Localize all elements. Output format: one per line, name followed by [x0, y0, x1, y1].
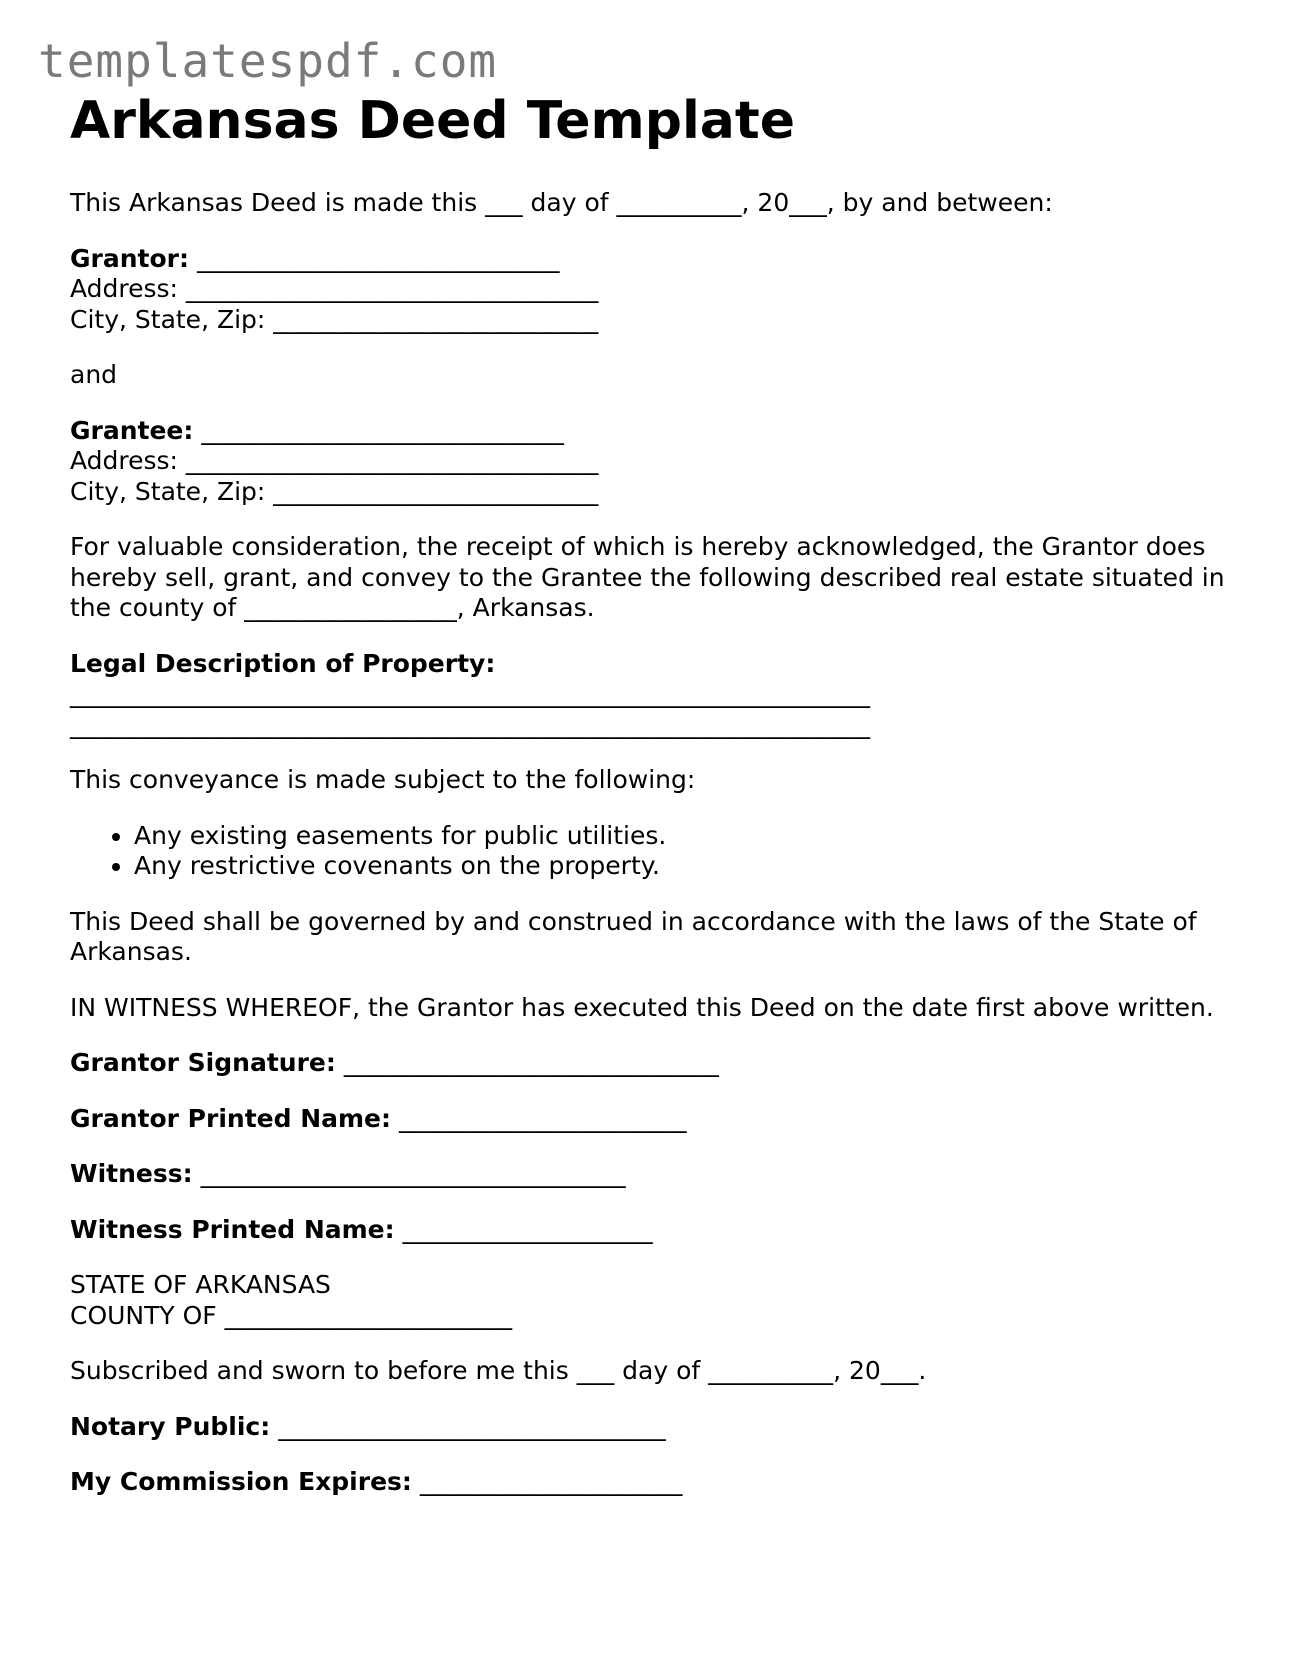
grantor-name-field[interactable]: _____________________________ [196, 243, 560, 273]
legal-description-line-2[interactable]: ________________________________________________________________ [70, 709, 870, 739]
commission-expires-line [70, 1467, 1230, 1498]
grantor-block [70, 244, 1230, 336]
intro-paragraph: This Arkansas Deed is made this ___ day of __________, 20___, by and between: [70, 188, 1053, 217]
list-item: • Any existing easements for public utilities. [134, 821, 1230, 852]
grantor-signature-line [70, 1048, 1230, 1079]
county-field[interactable]: COUNTY OF _______________________ [70, 1300, 513, 1330]
witness-printed-name-field[interactable]: ____________________ [402, 1214, 653, 1244]
grantor-printed-name-line [70, 1104, 1230, 1135]
grantee-line [70, 416, 564, 445]
subject-to-intro: This conveyance is made subject to the following: [70, 765, 696, 794]
grantor-signature-label: Grantor Signature: [70, 1048, 336, 1077]
grantor-printed-name-field[interactable]: _______________________ [398, 1103, 687, 1133]
notary-venue-block [70, 1270, 1230, 1331]
document-body [70, 188, 1230, 1498]
grantor-city-field[interactable]: City, State, Zip: __________________________ [70, 304, 599, 334]
watermark-text: templatespdf.com [38, 34, 498, 88]
witness-clause-paragraph: IN WITNESS WHEREOF, the Grantor has executed this Deed on the date first above written. [70, 992, 1214, 1022]
document-title: Arkansas Deed Template [70, 91, 795, 151]
subject-to-list [70, 821, 1230, 882]
grantor-signature-field[interactable]: ______________________________ [343, 1048, 719, 1077]
witness-signature-field[interactable]: __________________________________ [200, 1159, 626, 1188]
grantor-printed-name-label: Grantor Printed Name: [70, 1103, 391, 1133]
consideration-paragraph: For valuable consideration, the receipt of which is hereby acknowledged, the Grantor does hereby sell, grant, and convey to the Grantee the following described real estate situated in the county of _________________, Arkansas. [70, 532, 1225, 622]
legal-description-line-1[interactable]: ________________________________________________________________ [70, 679, 870, 708]
notary-public-line [70, 1412, 1230, 1443]
commission-expires-field[interactable]: _____________________ [419, 1467, 683, 1496]
witness-printed-name-label: Witness Printed Name: [70, 1214, 395, 1244]
witness-printed-name-line [70, 1215, 1230, 1246]
legal-description-heading: Legal Description of Property: [70, 648, 496, 678]
grantor-label: Grantor: [70, 243, 189, 273]
grantee-name-field[interactable]: _____________________________ [201, 415, 564, 445]
grantee-label: Grantee: [70, 415, 194, 445]
commission-expires-label: My Commission Expires: [70, 1467, 412, 1496]
grantee-block [70, 416, 1230, 508]
sworn-paragraph: Subscribed and sworn to before me this ___ day of __________, 20___. [70, 1356, 927, 1385]
grantee-address-field[interactable]: Address: _________________________________ [70, 446, 599, 475]
grantor-line [70, 244, 559, 273]
list-item: • Any restrictive covenants on the property. [134, 851, 1230, 882]
legal-description-block [70, 649, 1230, 741]
notary-public-field[interactable]: _______________________________ [278, 1411, 666, 1441]
governing-law-paragraph: This Deed shall be governed by and construed in accordance with the laws of the State of Arkansas. [70, 906, 1197, 966]
notary-public-label: Notary Public: [70, 1411, 271, 1441]
and-text: and [70, 360, 118, 389]
grantee-city-field[interactable]: City, State, Zip: __________________________ [70, 476, 599, 506]
witness-line [70, 1159, 1230, 1190]
state-line: STATE OF ARKANSAS [70, 1270, 331, 1299]
grantor-address-field[interactable]: Address: _________________________________ [70, 274, 599, 303]
deed-document [70, 92, 1230, 1523]
witness-label: Witness: [70, 1159, 193, 1188]
